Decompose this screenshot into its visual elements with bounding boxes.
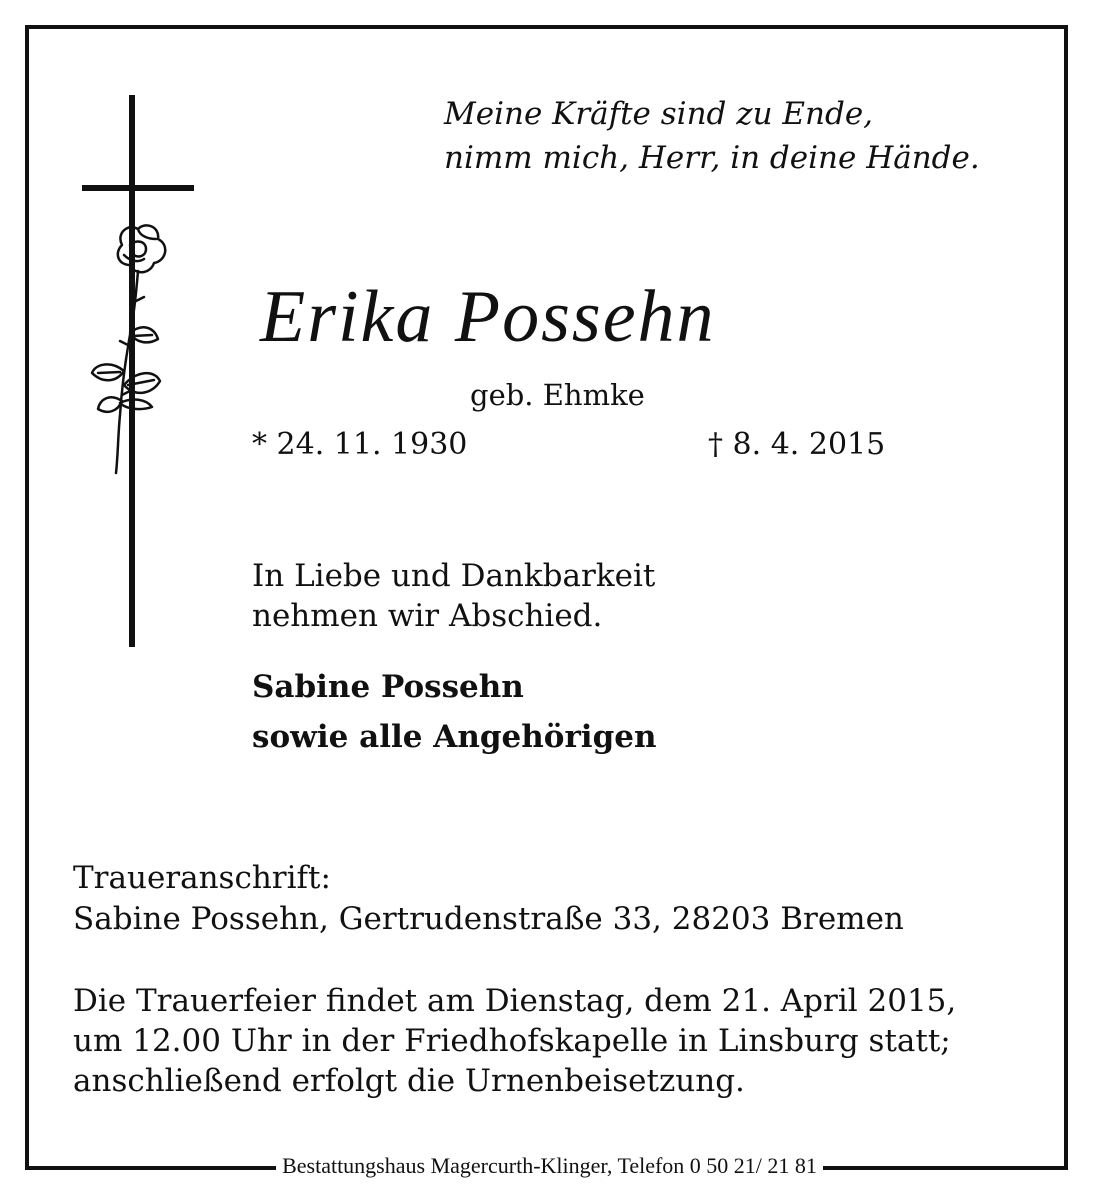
ceremony-line: um 12.00 Uhr in der Friedhofskapelle in Linsburg statt; — [73, 1023, 951, 1059]
mourner-relatives: sowie alle Angehörigen — [252, 719, 657, 755]
mourning-address — [73, 858, 904, 940]
death-date: † 8. 4. 2015 — [708, 427, 886, 462]
farewell-text — [252, 556, 655, 636]
deceased-name: Erika Possehn — [260, 276, 716, 358]
mourners-signature — [252, 662, 657, 762]
ceremony-line: anschließend erfolgt die Urnenbeisetzung. — [73, 1063, 745, 1099]
address-label: Traueranschrift: — [73, 860, 331, 896]
mourner-name: Sabine Possehn — [252, 669, 524, 705]
address-value: Sabine Possehn, Gertrudenstraße 33, 28203 Bremen — [73, 901, 904, 937]
cross-icon — [80, 95, 200, 655]
motto-verse — [444, 92, 980, 180]
farewell-line: nehmen wir Abschied. — [252, 598, 603, 634]
rose-icon — [92, 225, 165, 473]
funeral-home-text: Bestattungshaus Magercurth-Klinger, Telefon 0 50 21/ 21 81 — [276, 1153, 823, 1178]
motto-line: Meine Kräfte sind zu Ende, — [444, 96, 874, 132]
farewell-line: In Liebe und Dankbarkeit — [252, 558, 656, 594]
ceremony-info — [73, 981, 956, 1101]
motto-line: nimm mich, Herr, in deine Hände. — [444, 140, 980, 176]
maiden-name: geb. Ehmke — [470, 378, 645, 412]
birth-date: * 24. 11. 1930 — [252, 427, 468, 462]
funeral-home-footer — [0, 1153, 1099, 1179]
ceremony-line: Die Trauerfeier findet am Dienstag, dem 21. April 2015, — [73, 983, 957, 1019]
